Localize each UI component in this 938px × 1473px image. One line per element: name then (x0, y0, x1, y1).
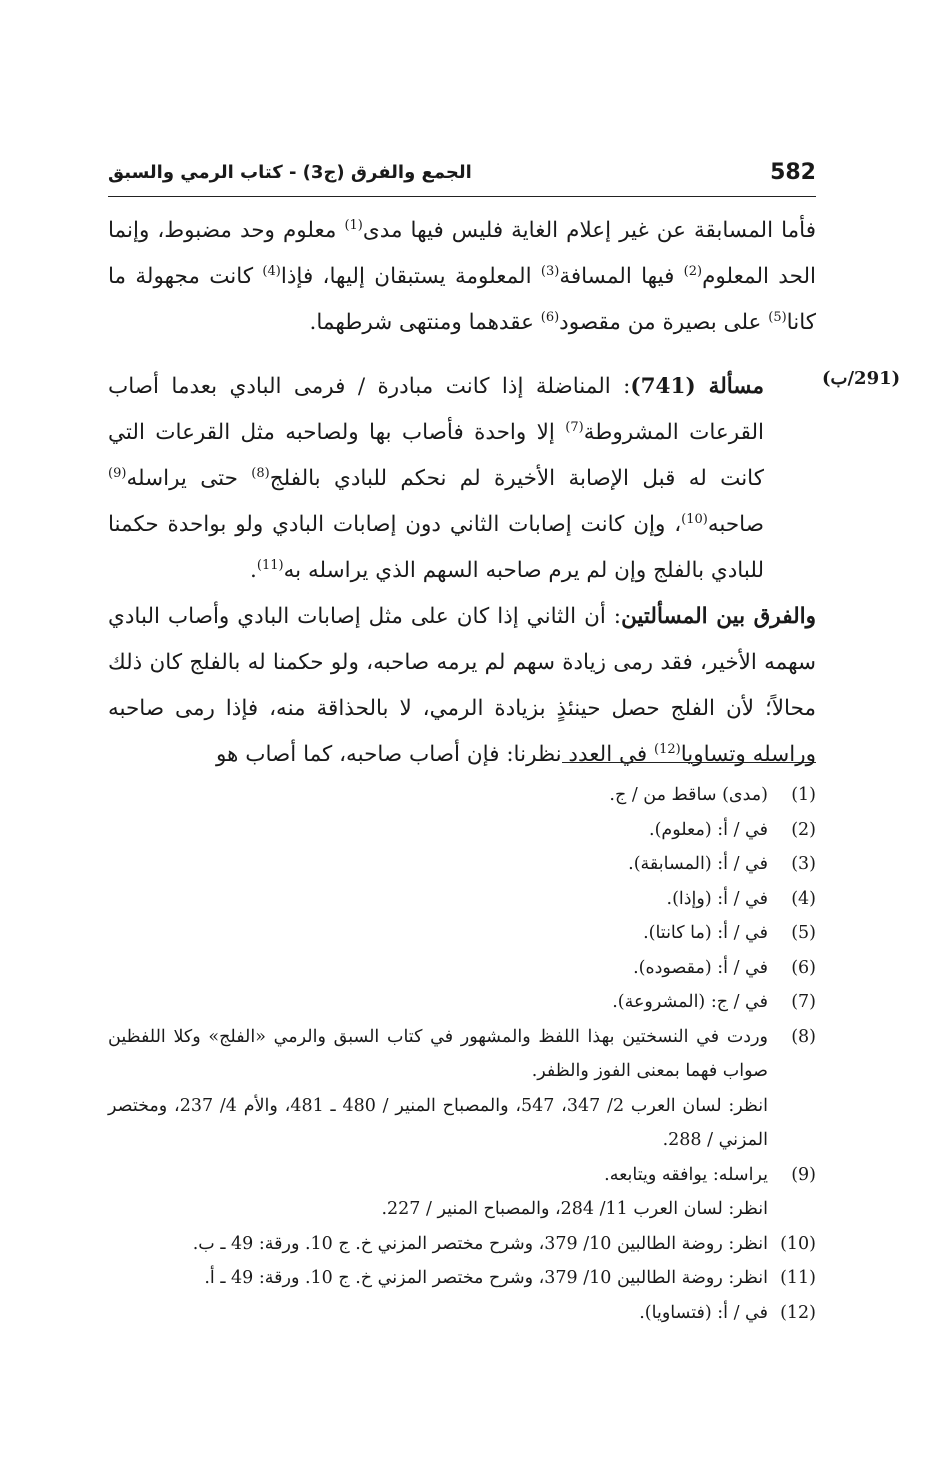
footnote-text: في / أ: (فتساويا). (639, 1302, 768, 1323)
footnote (108, 1227, 816, 1262)
footnote-rule (562, 762, 816, 763)
footnote-text: في / أ: (معلوم). (649, 819, 768, 840)
footnote-text: في / أ: (مقصوده). (633, 957, 768, 978)
footnote (108, 847, 816, 882)
footnote-ref: (6) (540, 309, 560, 325)
footnote (108, 916, 816, 951)
footnote-text: وردت في النسختين بهذا اللفظ والمشهور في كتاب السبق والرمي «الفلج» وكلا اللفظين صواب فهما بمعنى الفوز والظفر. (108, 1026, 768, 1081)
footnote-text: (مدى) ساقط من / ج. (609, 785, 768, 805)
paragraph-1: فأما المسابقة عن غير إعلام الغاية فليس فيها مدى$^{(1)}$ معلوم وحد مضبوط، وإنما الحد المعلوم$^{(2)}$ فيها المسافة$^{(3)}$ المعلومة يستبقان إليها، فإذا$^{(4)}$ كانت مجهولة ما كانا$^{(5)}$ على بصيرة من مقصود$^{(6)}$ عقدهما ومنتهى شرطهما. (108, 217, 816, 335)
footnote-number: (7) (791, 992, 816, 1012)
footnote-ref: (12) (654, 741, 681, 757)
footnote-number: (1) (791, 785, 816, 805)
footnote (108, 813, 816, 848)
footnote-number: (5) (791, 923, 816, 943)
footnote-number: (12) (780, 1302, 816, 1323)
running-title: الجمع والفرق (ج3) - كتاب الرمي والسبق (108, 162, 472, 183)
footnote-number: (2) (791, 819, 816, 840)
paragraph-masala-741: مسألة (741): المناضلة إذا كانت مبادرة / فرمى البادي بعدما أصاب القرعات المشروطة$^{(7)}$ إلا واحدة فأصاب بها ولصاحبه مثل القرعات التي كانت له قبل الإصابة الأخيرة لم نحكم للبادي بالفلج$^{(8)}$ حتى يراسله$^{(9)}$ صاحبه$^{(10)}$، وإن كانت إصابات الثاني دون إصابات البادي ولو بواحدة حكمنا للبادي بالفلج وإن لم يرم صاحبه السهم الذي يراسله به$^{(11)}$. (108, 374, 764, 583)
footnote-text: في / أ: (المسابقة). (628, 854, 768, 874)
footnote-ref: (10) (681, 511, 708, 527)
footnote-number: (8) (791, 1026, 816, 1047)
footnote-ref: (7) (565, 419, 584, 435)
main-text (108, 208, 816, 778)
footnote-text: في / ج: (المشروعة). (612, 992, 768, 1012)
footnote-ref: (8) (251, 465, 270, 481)
footnote-continuation: انظر: لسان العرب 11/ 284، والمصباح المنير / 227. (381, 1199, 768, 1219)
footnote-number: (3) (791, 854, 816, 874)
footnote-ref: (1) (344, 217, 363, 233)
header-rule (108, 196, 816, 197)
footnote (108, 1020, 816, 1089)
margin-reference: (291/ب) (822, 368, 901, 389)
page-header (108, 160, 816, 194)
masala-label: مسألة (741) (630, 374, 764, 399)
footnote (108, 985, 816, 1020)
footnote-ref: (11) (256, 557, 284, 573)
page-number: 582 (770, 160, 816, 185)
footnote-text: يراسله: يوافقه ويتابعه. (604, 1164, 768, 1185)
footnote-number: (6) (791, 957, 816, 978)
footnote-number: (9) (791, 1164, 816, 1185)
footnote (108, 1261, 816, 1296)
footnote-ref: (4) (262, 263, 281, 279)
footnote-text: انظر: روضة الطالبين 10/ 379، وشرح مختصر المزني خ. ج 10. ورقة: 49 ـ ب. (192, 1233, 768, 1254)
paragraph-difference: والفرق بين المسألتين: أن الثاني إذا كان على مثل إصابات البادي وأصاب البادي سهمه الأخير، فقد رمى زيادة سهم لم يرمه صاحبه، ولو حكمنا له بالفلج كان ذلك محالاً؛ لأن الفلج حصل حينئذٍ بزيادة الرمي، لا بالحذاقة منه، فإذا رمى صاحبه وراسله وتساويا$^{(12)}$ في العدد نظرنا: فإن أصاب صاحبه، كما أصاب هو (108, 604, 816, 767)
footnotes (108, 778, 816, 1330)
footnote (108, 882, 816, 917)
footnote (108, 951, 816, 986)
footnote-continuation: انظر: لسان العرب 2/ 347، 547، والمصباح المنير / 480 ـ 481، والأم 4/ 237، ومختصر المزني / 288. (108, 1095, 769, 1150)
footnote-number: (4) (791, 888, 816, 909)
footnote-text: في / أ: (ما كانتا). (643, 923, 768, 943)
footnote (108, 778, 816, 813)
footnote (108, 1296, 816, 1331)
difference-label: والفرق بين المسألتين (621, 604, 816, 629)
footnote-ref: (2) (683, 263, 703, 279)
footnote (108, 1158, 816, 1193)
footnote-number: (11) (780, 1268, 816, 1288)
footnote-ref: (9) (108, 465, 127, 481)
footnote-number: (10) (780, 1233, 816, 1254)
footnote-ref: (5) (768, 309, 787, 325)
footnote-text: انظر: روضة الطالبين 10/ 379، وشرح مختصر المزني خ. ج 10. ورقة: 49 ـ أ. (204, 1268, 768, 1288)
footnote-text: في / أ: (وإذا). (666, 888, 768, 909)
footnote-ref: (3) (540, 263, 560, 279)
